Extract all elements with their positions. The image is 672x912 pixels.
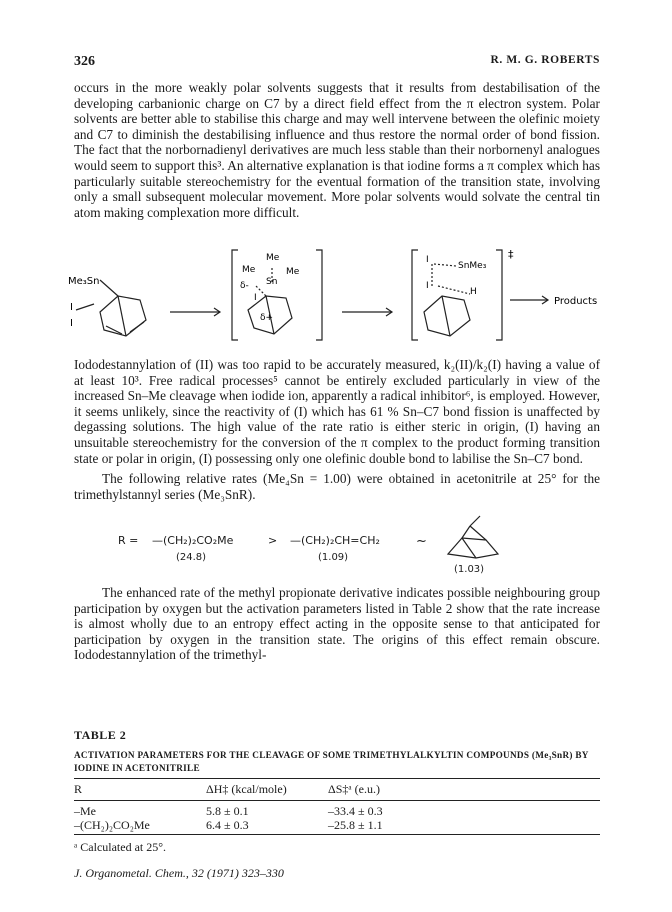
table-caption: ACTIVATION PARAMETERS FOR THE CLEAVAGE OF SOME TRIMETHYLALKYLTIN COMPOUNDS (Me₃SnR) BY IODINE IN ACETONITRILE (74, 750, 589, 773)
running-author: R. M. G. ROBERTS (490, 54, 600, 66)
ts-iodine-1: I (426, 255, 429, 265)
table-top-rule (74, 778, 600, 779)
rate-value-2: (1.09) (318, 552, 349, 563)
table-row-1-ds: –33.4 ± 0.3 (328, 804, 383, 818)
complex-delta-plus: δ+ (260, 313, 274, 323)
page-number: 326 (74, 54, 95, 69)
complex-sn: Sn (266, 277, 278, 287)
table-header-dh: ΔH‡ (kcal/mole) (206, 782, 287, 796)
table-header-rule (74, 800, 600, 801)
journal-citation: J. Organometal. Chem., 32 (1971) 323–330 (74, 866, 284, 880)
rate-item-2: —(CH₂)₂CH=CH₂ (290, 534, 380, 547)
iodine-label-2: I (70, 318, 73, 329)
page-header (74, 54, 600, 72)
table-row-2-ds: –25.8 ± 1.1 (328, 818, 383, 832)
paragraph-2: Iododestannylation of (II) was too rapid to be accurately measured, k₂(II)/k₂(I) having a value of at least 10³. Free radical processes⁵ cannot be entirely excluded particularly in view of the increased Sn–Me cleavage when iodide ion, apparently a radical inhibitor⁶, is employed. However, it seems unlikely, since the reactivity of (I) which has 61 % Sn–C7 bond fission is unaffected by degassing solutions. The high value of the rate ratio is either steric in origin, (I) having an unsuitable stereochemistry for the conversion of the π complex to the product forming transition state or polar in origin, (I) possessing only one olefinic double bond to labilise the Sn–C7 bond. (74, 357, 600, 466)
table-title: TABLE 2 (74, 728, 127, 742)
relative-rates-line (118, 524, 538, 584)
greater-than-sign: > (268, 534, 278, 547)
iodine-label-1: I (70, 302, 73, 313)
approx-sign: ~ (416, 534, 427, 549)
ts-iodine-2: I (426, 281, 429, 291)
paragraph-3: The following relative rates (Me₄Sn = 1.00) were obtained in acetonitrile at 25° for the trimethylstannyl series (Me₃SnR). (74, 471, 600, 502)
table-header-ds: ΔS‡ᵃ (e.u.) (328, 782, 380, 796)
rate-value-1: (24.8) (176, 552, 207, 563)
table-row-2-r: –(CH₂)₂CO₂Me (74, 818, 150, 832)
products-label: Products (554, 296, 598, 307)
rate-item-1: —(CH₂)₂CO₂Me (152, 534, 234, 547)
paragraph-1: occurs in the more weakly polar solvents suggests that it results from destabilisation of the developing carbanionic charge on C7 by a direct field effect from the π electron system. Polar solvents are better able to stabilise this charge and may well intervene between the olefinic moiety and C7 to diminish the destabilising influence and thus restore the normal order of bond fission. The fact that the norbornadienyl derivatives are much less stable than their norbornenyl analogues would seem to support this³. An alternative explanation is that iodine forms a π complex which has particularly suitable stereochemistry for the eventual formation of the transition state, involving only a small subsequent molecular movement. More polar solvents would solvate the central tin atom making complexation more difficult. (74, 80, 600, 220)
complex-delta-minus: δ- (240, 281, 249, 291)
r-equals-label: R = (118, 534, 139, 547)
paragraph-4: The enhanced rate of the methyl propionate derivative indicates possible neighbouring group participation by oxygen but the activation parameters listed in Table 2 show that the rate increase is almost wholly due to an entropy effect acting in the opposite sense to that anticipated for participation by oxygen in the transition state. The origins of this effect remain obscure. Iododestannylation of the trimethyl- (74, 585, 600, 663)
complex-me-right: Me (286, 267, 300, 277)
table-bottom-rule (74, 834, 600, 835)
table-footnote: ᵃ Calculated at 25°. (74, 840, 167, 854)
table-row-2-dh: 6.4 ± 0.3 (206, 818, 249, 832)
rate-value-3: (1.03) (454, 564, 485, 575)
table-row-1-r: –Me (74, 804, 96, 818)
reactant-group-label: Me₃Sn (68, 276, 100, 287)
ts-charge-mark: ‡ (508, 248, 514, 261)
ts-group-label: SnMe₃ (458, 261, 487, 271)
norbornenyl-structure (440, 510, 510, 560)
ts-h-label: H (470, 287, 477, 297)
complex-me-left: Me (242, 265, 256, 275)
table-header-r: R (74, 782, 83, 796)
table-row-1-dh: 5.8 ± 0.1 (206, 804, 249, 818)
complex-iodine-1: I (254, 293, 257, 303)
complex-me-top: Me (266, 253, 280, 263)
reaction-scheme (60, 240, 620, 350)
